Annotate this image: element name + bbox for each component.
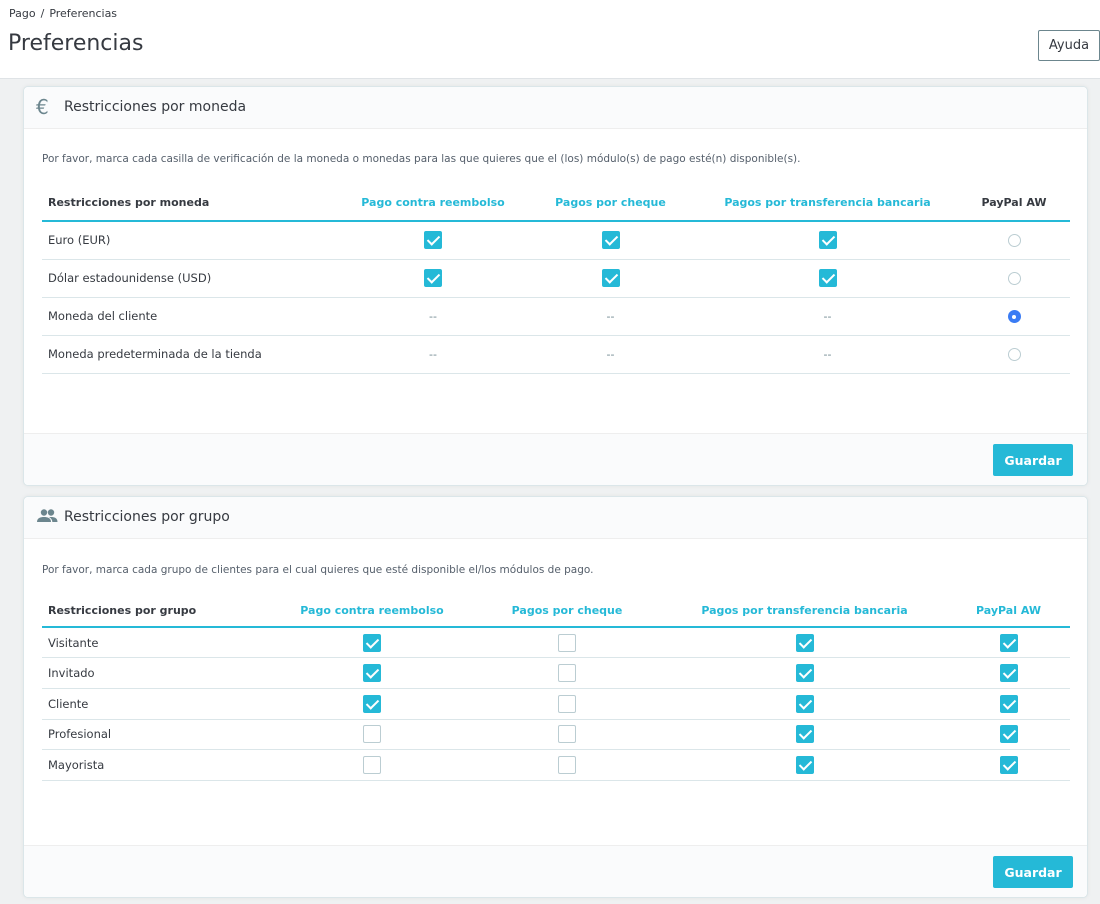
checkbox-checked[interactable] — [796, 695, 814, 713]
column-header: Restricciones por grupo — [42, 595, 272, 627]
checkbox-checked[interactable] — [602, 231, 620, 249]
table-cell — [524, 335, 697, 373]
table-row — [42, 688, 1070, 719]
help-button[interactable]: Ayuda — [1038, 30, 1100, 61]
table-cell — [662, 688, 947, 719]
panel-title: Restricciones por grupo — [64, 509, 230, 525]
page-header — [0, 0, 1100, 79]
checkbox-unchecked[interactable] — [558, 634, 576, 652]
row-label: Mayorista — [42, 750, 272, 781]
breadcrumb-separator: / — [40, 7, 45, 20]
table-cell — [662, 750, 947, 781]
checkbox-checked[interactable] — [796, 756, 814, 774]
group-restrictions-table — [42, 595, 1070, 781]
panel-footer — [24, 433, 1087, 485]
table-header-row — [42, 595, 1070, 627]
table-cell — [947, 750, 1070, 781]
table-cell — [272, 688, 472, 719]
table-cell — [342, 297, 524, 335]
checkbox-checked[interactable] — [424, 231, 442, 249]
panel-intro-text: Por favor, marca cada casilla de verificación de la moneda o monedas para las que quieres que el (los) módulo(s) de pago esté(n) disponible(s). — [42, 153, 801, 165]
table-cell — [342, 335, 524, 373]
checkbox-checked[interactable] — [1000, 725, 1018, 743]
column-header: Pagos por transferencia bancaria — [662, 595, 947, 627]
panel-footer — [24, 845, 1087, 897]
save-button[interactable]: Guardar — [993, 856, 1073, 888]
table-row — [42, 297, 1070, 335]
table-row — [42, 627, 1070, 658]
radio-unselected[interactable] — [1008, 234, 1021, 247]
breadcrumb-link-pago[interactable]: Pago — [9, 7, 36, 20]
column-header: Pago contra reembolso — [272, 595, 472, 627]
column-header: Restricciones por moneda — [42, 185, 342, 221]
radio-unselected[interactable] — [1008, 348, 1021, 361]
row-label: Profesional — [42, 719, 272, 750]
table-row — [42, 221, 1070, 259]
table-cell — [524, 297, 697, 335]
column-header: Pagos por cheque — [472, 595, 662, 627]
not-applicable-text: -- — [429, 348, 437, 361]
row-label: Cliente — [42, 688, 272, 719]
checkbox-checked[interactable] — [796, 634, 814, 652]
not-applicable-text: -- — [606, 310, 615, 323]
table-cell — [472, 627, 662, 658]
not-applicable-text: -- — [606, 348, 615, 361]
row-label: Moneda predeterminada de la tienda — [42, 335, 342, 373]
panel-title: Restricciones por moneda — [64, 99, 247, 115]
table-cell — [342, 259, 524, 297]
checkbox-unchecked[interactable] — [363, 725, 381, 743]
table-cell — [697, 221, 958, 259]
table-cell — [947, 658, 1070, 689]
euro-icon: € — [36, 95, 49, 119]
table-cell — [662, 719, 947, 750]
table-cell — [958, 221, 1070, 259]
checkbox-checked[interactable] — [1000, 756, 1018, 774]
table-cell — [472, 688, 662, 719]
not-applicable-text: -- — [823, 310, 832, 323]
checkbox-unchecked[interactable] — [363, 756, 381, 774]
row-label: Visitante — [42, 627, 272, 658]
panel-heading — [24, 87, 1087, 129]
table-cell — [697, 297, 958, 335]
checkbox-checked[interactable] — [1000, 664, 1018, 682]
checkbox-checked[interactable] — [1000, 695, 1018, 713]
table-cell — [662, 658, 947, 689]
table-cell — [272, 750, 472, 781]
checkbox-checked[interactable] — [819, 269, 837, 287]
table-cell — [662, 627, 947, 658]
table-cell — [272, 658, 472, 689]
table-cell — [947, 688, 1070, 719]
row-label: Moneda del cliente — [42, 297, 342, 335]
table-cell — [958, 259, 1070, 297]
table-cell — [272, 719, 472, 750]
table-row — [42, 259, 1070, 297]
table-row — [42, 658, 1070, 689]
table-row — [42, 335, 1070, 373]
checkbox-checked[interactable] — [424, 269, 442, 287]
users-icon — [36, 507, 58, 529]
table-cell — [472, 719, 662, 750]
breadcrumb — [9, 7, 117, 20]
row-label: Invitado — [42, 658, 272, 689]
breadcrumb-current: Preferencias — [49, 7, 118, 20]
panel-heading — [24, 497, 1087, 539]
column-header: PayPal AW — [947, 595, 1070, 627]
save-button[interactable]: Guardar — [993, 444, 1073, 476]
not-applicable-text: -- — [823, 348, 832, 361]
table-cell — [524, 259, 697, 297]
page-title: Preferencias — [8, 31, 144, 56]
users-icon-svg — [36, 508, 58, 524]
group-restrictions-panel — [23, 496, 1088, 898]
table-cell — [947, 627, 1070, 658]
column-header: PayPal AW — [958, 185, 1070, 221]
checkbox-checked[interactable] — [1000, 634, 1018, 652]
checkbox-checked[interactable] — [363, 634, 381, 652]
row-label: Dólar estadounidense (USD) — [42, 259, 342, 297]
checkbox-checked[interactable] — [796, 725, 814, 743]
table-cell — [472, 658, 662, 689]
checkbox-checked[interactable] — [363, 664, 381, 682]
checkbox-unchecked[interactable] — [558, 664, 576, 682]
currency-restrictions-panel — [23, 86, 1088, 486]
row-label: Euro (EUR) — [42, 221, 342, 259]
checkbox-checked[interactable] — [363, 695, 381, 713]
table-cell — [697, 259, 958, 297]
table-row — [42, 750, 1070, 781]
table-cell — [958, 297, 1070, 335]
table-cell — [524, 221, 697, 259]
radio-unselected[interactable] — [1008, 272, 1021, 285]
radio-selected[interactable] — [1008, 310, 1021, 323]
currency-restrictions-table — [42, 185, 1070, 374]
column-header: Pagos por cheque — [524, 185, 697, 221]
column-header: Pagos por transferencia bancaria — [697, 185, 958, 221]
checkbox-unchecked[interactable] — [558, 695, 576, 713]
table-cell — [472, 750, 662, 781]
table-cell — [958, 335, 1070, 373]
not-applicable-text: -- — [429, 310, 437, 323]
table-cell — [272, 627, 472, 658]
table-header-row — [42, 185, 1070, 221]
checkbox-unchecked[interactable] — [558, 756, 576, 774]
checkbox-unchecked[interactable] — [558, 725, 576, 743]
checkbox-checked[interactable] — [796, 664, 814, 682]
table-cell — [697, 335, 958, 373]
checkbox-checked[interactable] — [602, 269, 620, 287]
column-header: Pago contra reembolso — [342, 185, 524, 221]
table-row — [42, 719, 1070, 750]
table-cell — [947, 719, 1070, 750]
checkbox-checked[interactable] — [819, 231, 837, 249]
panel-intro-text: Por favor, marca cada grupo de clientes para el cual quieres que esté disponible el/los módulos de pago. — [42, 564, 594, 576]
table-cell — [342, 221, 524, 259]
